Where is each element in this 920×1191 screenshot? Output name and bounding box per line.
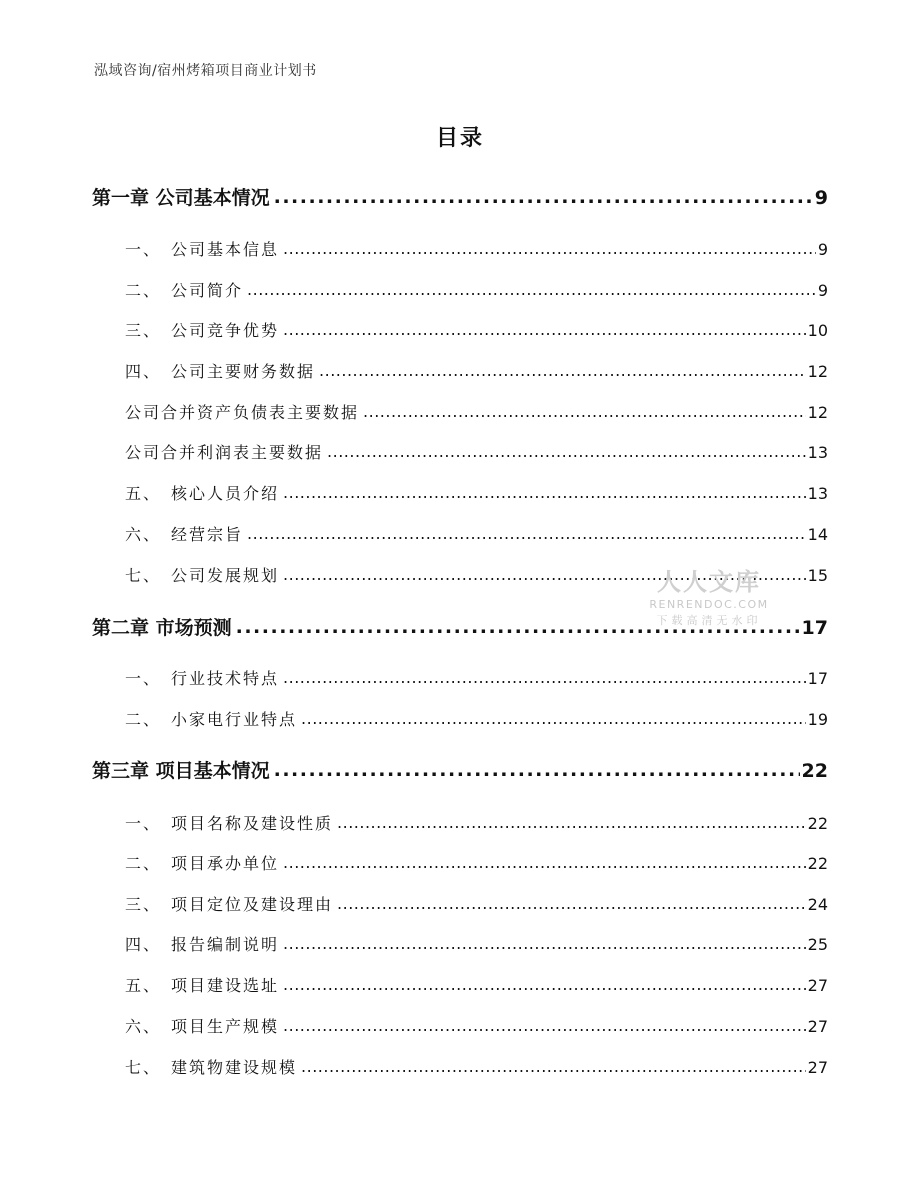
watermark-logo: 人人文库 <box>657 568 761 596</box>
dot-leader <box>236 616 800 638</box>
dot-leader <box>337 813 806 832</box>
dot-leader <box>301 709 806 728</box>
dot-leader <box>283 1016 806 1035</box>
toc-page-number: 14 <box>807 525 828 544</box>
toc-entry-label: 第三章 项目基本情况 <box>92 760 270 782</box>
toc-entry[interactable] <box>125 278 828 301</box>
toc-entry-number: 二、 <box>125 854 162 873</box>
toc-entry-label: 公司竞争优势 <box>171 321 280 340</box>
toc-entry-label: 项目建设选址 <box>171 976 280 995</box>
toc-entry[interactable] <box>125 973 828 996</box>
toc-page-number: 22 <box>801 760 828 782</box>
toc-entry-label: 第一章 公司基本情况 <box>92 187 270 209</box>
dot-leader <box>274 186 813 208</box>
toc-entry-label: 公司合并利润表主要数据 <box>125 443 324 462</box>
toc-entry[interactable] <box>125 522 828 545</box>
toc-page-number: 22 <box>807 854 828 873</box>
dot-leader <box>274 759 800 781</box>
document-header: 泓域咨询/宿州烤箱项目商业计划书 <box>94 63 317 79</box>
dot-leader <box>247 280 816 299</box>
dot-leader <box>319 361 806 380</box>
toc-page-number: 19 <box>807 710 828 729</box>
dot-leader <box>337 894 806 913</box>
toc-entry-label: 项目名称及建设性质 <box>171 814 334 833</box>
toc-entry-number: 二、 <box>125 710 162 729</box>
toc-entry-label: 第二章 市场预测 <box>92 617 232 639</box>
toc-page-number: 9 <box>817 281 828 300</box>
toc-page-number: 27 <box>807 976 828 995</box>
toc-entry[interactable] <box>125 563 828 586</box>
toc-entry-label: 报告编制说明 <box>171 935 280 954</box>
toc-entry[interactable] <box>125 707 828 730</box>
toc-entry-label: 公司简介 <box>171 281 244 300</box>
toc-entry[interactable] <box>125 892 828 915</box>
toc-entry-label: 项目承办单位 <box>171 854 280 873</box>
toc-entry-number: 五、 <box>125 484 162 503</box>
dot-leader <box>283 565 806 584</box>
toc-entry-number: 一、 <box>125 240 162 259</box>
dot-leader <box>247 524 806 543</box>
toc-page-number: 27 <box>807 1017 828 1036</box>
toc-page-number: 13 <box>807 443 828 462</box>
toc-title: 目录 <box>435 126 484 151</box>
toc-entry[interactable] <box>125 318 828 341</box>
toc-entry-label: 核心人员介绍 <box>171 484 280 503</box>
toc-entry-number: 四、 <box>125 362 162 381</box>
toc-page-number: 22 <box>807 814 828 833</box>
toc-entry-label: 项目生产规模 <box>171 1017 280 1036</box>
toc-entry-number: 三、 <box>125 895 162 914</box>
toc-page-number: 13 <box>807 484 828 503</box>
toc-entry-number: 四、 <box>125 935 162 954</box>
toc-page-number: 10 <box>807 321 828 340</box>
dot-leader <box>283 934 806 953</box>
toc-entry-number: 六、 <box>125 1017 162 1036</box>
toc-entry-number: 三、 <box>125 321 162 340</box>
toc-page-number: 15 <box>807 566 828 585</box>
toc-entry-label: 公司主要财务数据 <box>171 362 316 381</box>
toc-entry[interactable] <box>125 666 828 689</box>
toc-entry-number: 二、 <box>125 281 162 300</box>
toc-entry-label: 公司合并资产负债表主要数据 <box>125 403 360 422</box>
dot-leader <box>363 402 806 421</box>
toc-page-number: 12 <box>807 362 828 381</box>
toc-page-number: 24 <box>807 895 828 914</box>
toc-entry[interactable] <box>125 851 828 874</box>
toc-entry-number: 六、 <box>125 525 162 544</box>
toc-entry-chapter-2[interactable] <box>92 613 828 640</box>
toc-page-number: 25 <box>807 935 828 954</box>
toc-entry[interactable] <box>125 400 828 423</box>
toc-entry-number: 七、 <box>125 1058 162 1077</box>
toc-entry-label: 行业技术特点 <box>171 669 280 688</box>
dot-leader <box>283 975 806 994</box>
toc-entry[interactable] <box>125 932 828 955</box>
toc-entry[interactable] <box>125 440 828 463</box>
toc-entry[interactable] <box>125 481 828 504</box>
dot-leader <box>283 239 816 258</box>
toc-entry-number: 一、 <box>125 669 162 688</box>
toc-entry[interactable] <box>125 811 828 834</box>
toc-page-number: 9 <box>817 240 828 259</box>
toc-entry-label: 公司发展规划 <box>171 566 280 585</box>
dot-leader <box>283 483 806 502</box>
toc-page-number: 17 <box>801 617 828 639</box>
toc-entry[interactable] <box>125 359 828 382</box>
toc-entry-chapter-3[interactable] <box>92 756 828 783</box>
watermark-url: RENRENDOC.COM <box>649 598 769 611</box>
toc-entry-label: 公司基本信息 <box>171 240 280 259</box>
toc-page-number: 27 <box>807 1058 828 1077</box>
toc-page-number: 12 <box>807 403 828 422</box>
watermark-subtitle: 下载高清无水印 <box>656 614 762 627</box>
toc-entry-chapter-1[interactable] <box>92 183 828 210</box>
dot-leader <box>327 442 806 461</box>
toc-entry-label: 小家电行业特点 <box>171 710 298 729</box>
toc-entry[interactable] <box>125 1014 828 1037</box>
toc-entry[interactable] <box>125 1055 828 1078</box>
dot-leader <box>283 853 806 872</box>
dot-leader <box>283 320 806 339</box>
dot-leader <box>301 1057 806 1076</box>
toc-entry-label: 建筑物建设规模 <box>171 1058 298 1077</box>
toc-entry-label: 经营宗旨 <box>171 525 244 544</box>
toc-entry[interactable] <box>125 237 828 260</box>
toc-entry-number: 七、 <box>125 566 162 585</box>
toc-entry-number: 五、 <box>125 976 162 995</box>
dot-leader <box>283 668 806 687</box>
toc-page-number: 9 <box>814 187 828 209</box>
toc-entry-label: 项目定位及建设理由 <box>171 895 334 914</box>
toc-page-number: 17 <box>807 669 828 688</box>
toc-entry-number: 一、 <box>125 814 162 833</box>
